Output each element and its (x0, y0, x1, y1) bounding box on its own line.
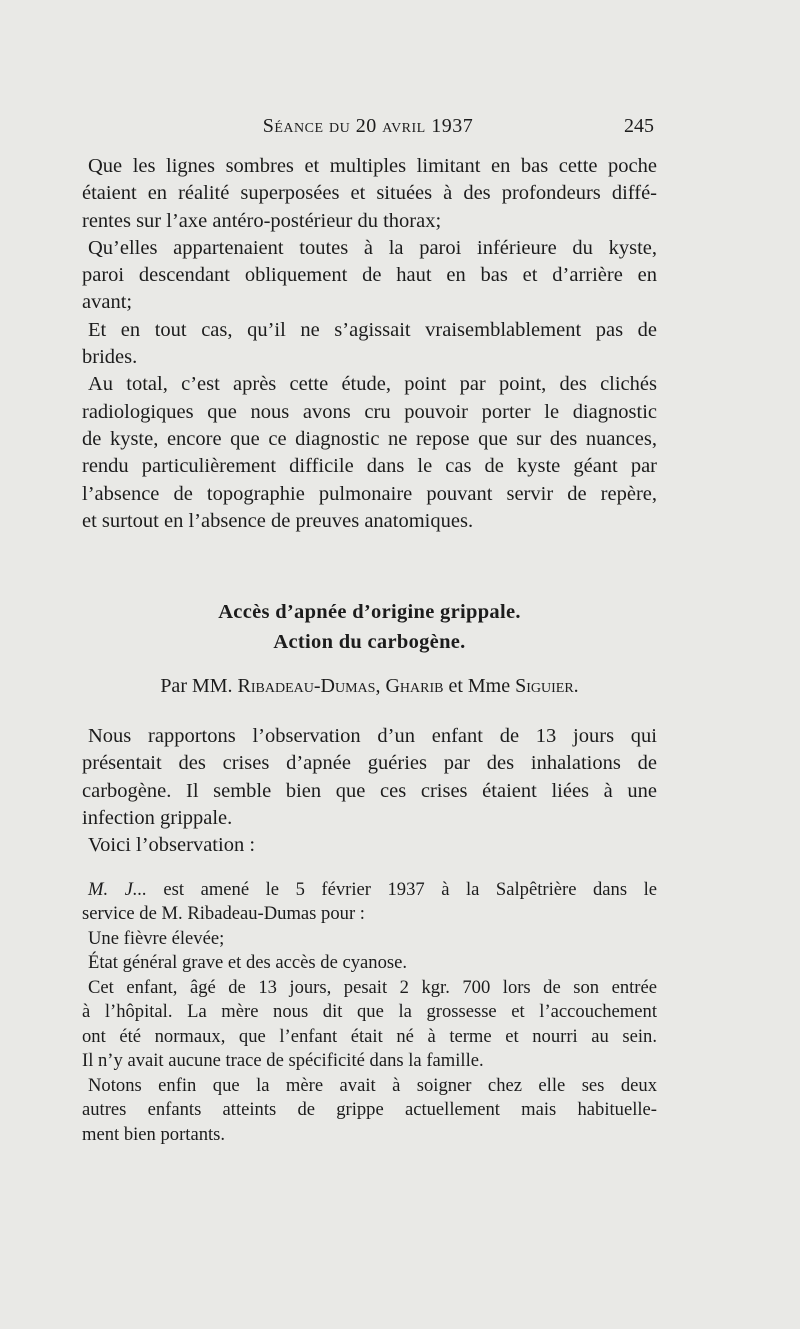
text-line: avant; (82, 291, 133, 314)
text-line: paroi descendant obliquement de haut en bas et d’arrière en (82, 264, 657, 287)
text-line: l’absence de topographie pulmonaire pouvant servir de repère, (82, 482, 657, 505)
header-year: 1937 (431, 115, 474, 137)
text-line: Que les lignes sombres et multiples limitant en bas cette poche (88, 155, 657, 177)
text-line: et surtout en l’absence de preuves anatomiques. (82, 509, 474, 532)
text-line: Voici l’observation : (88, 834, 256, 857)
author-siguier: Siguier. (515, 675, 579, 698)
observation-line: à l’hôpital. La mère nous dit que la grossesse et l’accouchement (82, 1001, 657, 1023)
text-line: infection grippale. (82, 807, 233, 830)
observation-line: ont été normaux, que l’enfant était né à terme et nourri au sein. (82, 1025, 657, 1047)
header-title (82, 115, 654, 138)
article-authors (82, 671, 657, 701)
author-ribadeau-dumas: Ribadeau-Dumas, (237, 675, 381, 698)
page-number: 245 (624, 115, 654, 137)
text-line: Nous rapportons l’observation d’un enfant de 13 jours qui (88, 725, 657, 748)
observation-line: Cet enfant, âgé de 13 jours, pesait 2 kgr. 700 lors de son entrée (88, 976, 657, 998)
observation-line: Il n’y avait aucune trace de spécificité dans la famille. (82, 1050, 484, 1072)
text-line: Et en tout cas, qu’il ne s’agissait vraisemblablement pas de (88, 318, 657, 341)
article-title-line-1: Accès d’apnée d’origine grippale. (218, 601, 521, 624)
observation-first-line: est amené le 5 février 1937 à la Salpêtrière dans le (163, 878, 658, 900)
text-line: de kyste, encore que ce diagnostic ne repose que sur des nuances, (82, 427, 657, 450)
observation-line: service de M. Ribadeau-Dumas pour : (82, 903, 365, 925)
observation-line: autres enfants atteints de grippe actuellement mais habituelle- (82, 1099, 657, 1121)
text-line: radiologiques que nous avons cru pouvoir porter le diagnostic (82, 400, 657, 423)
text-line: Au total, c’est après cette étude, point par point, des clichés (88, 373, 657, 396)
header-seance: Séance du (262, 115, 351, 137)
observation-line: Notons enfin que la mère avait à soigner chez elle ses deux (88, 1074, 657, 1096)
text-line: étaient en réalité superposées et situées à des profondeurs diffé- (82, 182, 657, 205)
observation-line (82, 878, 657, 903)
article-title-line-2: Action du carbogène. (273, 631, 466, 654)
text-line: rentes sur l’axe antéro-postérieur du thorax; (82, 209, 442, 232)
observation-line: État général grave et des accès de cyanose. (88, 952, 408, 974)
observation-line: ment bien portants. (82, 1123, 226, 1145)
running-header (82, 115, 654, 143)
header-month: avril (382, 115, 426, 137)
observation-line: Une fièvre élevée; (88, 927, 225, 949)
authors-and: et Mme (448, 675, 511, 698)
page-body (82, 153, 657, 1147)
text-line: rendu particulièrement difficile dans le cas de kyste géant par (82, 455, 657, 478)
text-line: brides. (82, 346, 138, 369)
text-line: présentait des crises d’apnée guéries par des inhalations de (82, 752, 657, 775)
header-day: 20 (355, 115, 377, 137)
author-gharib: Gharib (385, 675, 444, 698)
patient-initials: M. J... (88, 878, 147, 900)
text-line: carbogène. Il semble bien que ces crises étaient liées à une (82, 779, 657, 802)
text-line: Qu’elles appartenaient toutes à la paroi inférieure du kyste, (88, 236, 657, 259)
authors-prefix: Par MM. (160, 675, 233, 698)
